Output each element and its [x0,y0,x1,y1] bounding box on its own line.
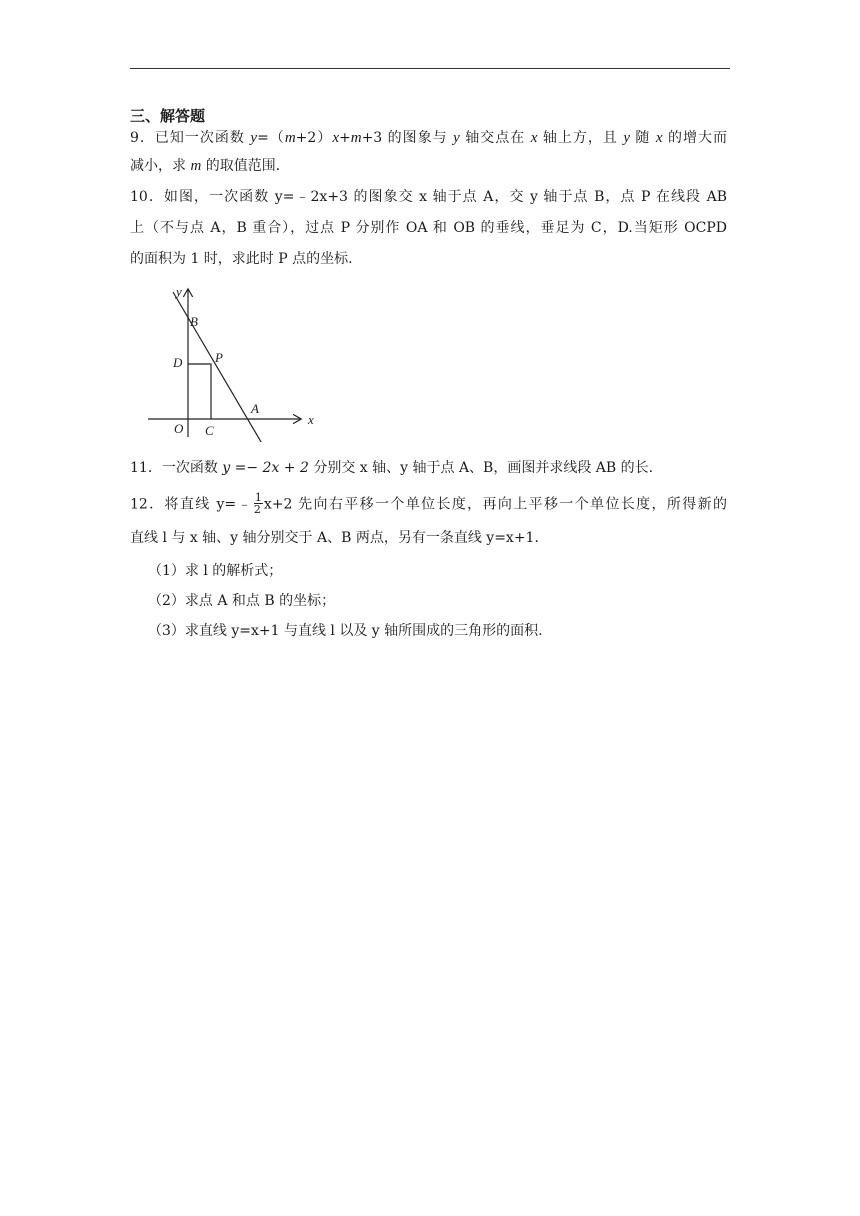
label-d: D [173,355,183,370]
fraction-one-half: $\frac{1}{2}$ [253,491,262,516]
label-x: x [308,412,314,427]
label-b: B [190,314,198,329]
label-p: P [215,350,223,365]
label-c: C [205,423,214,438]
label-y: y [176,284,182,299]
coordinate-figure [140,282,330,442]
formula-y-eq-minus2x-plus2: y =− 2x + 2 [222,460,309,476]
question-9-line-2: 减小，求 m 的取值范围． [130,158,290,174]
question-11: 11．一次函数 y =− 2x + 2 分别交 x 轴、y 轴于点 A、B，画图并求线段 AB 的长. [130,460,654,476]
label-a: A [251,401,259,416]
question-12-line-1: 12．将直线 y=﹣ $\frac{1}{2}$ x+2 先向右平移一个单位长度，再向上平移一个单位长度，所得新的 [130,491,728,516]
section-title: 三、解答题 [130,107,206,125]
question-12-line-2: 直线 l 与 x 轴、y 轴分别交于 A、B 两点，另有一条直线 y=x+1． [130,530,549,546]
header-rule [130,68,730,69]
question-12-part-2: （2）求点 A 和点 B 的坐标； [148,593,336,609]
question-10-line-2: 上（不与点 A，B 重合），过点 P 分别作 OA 和 OB 的垂线，垂足为 C，D.当矩形 OCPD [130,220,727,236]
rectangle-ocpd [188,364,211,419]
question-12-part-3: （3）求直线 y=x+1 与直线 l 以及 y 轴所围成的三角形的面积. [148,623,543,639]
label-o: O [174,421,184,436]
question-9-line-1: 9．已知一次函数 y=（m+2）x+m+3 的图象与 y 轴交点在 x 轴上方，且 y 随 x 的增大而 [130,130,728,146]
question-10-line-3: 的面积为 1 时，求此时 P 点的坐标. [130,251,353,267]
question-10-line-1: 10．如图，一次函数 y=﹣2x+3 的图象交 x 轴于点 A，交 y 轴于点 B，点 P 在线段 AB [130,189,727,205]
question-12-part-1: （1）求 l 的解析式； [148,563,283,579]
